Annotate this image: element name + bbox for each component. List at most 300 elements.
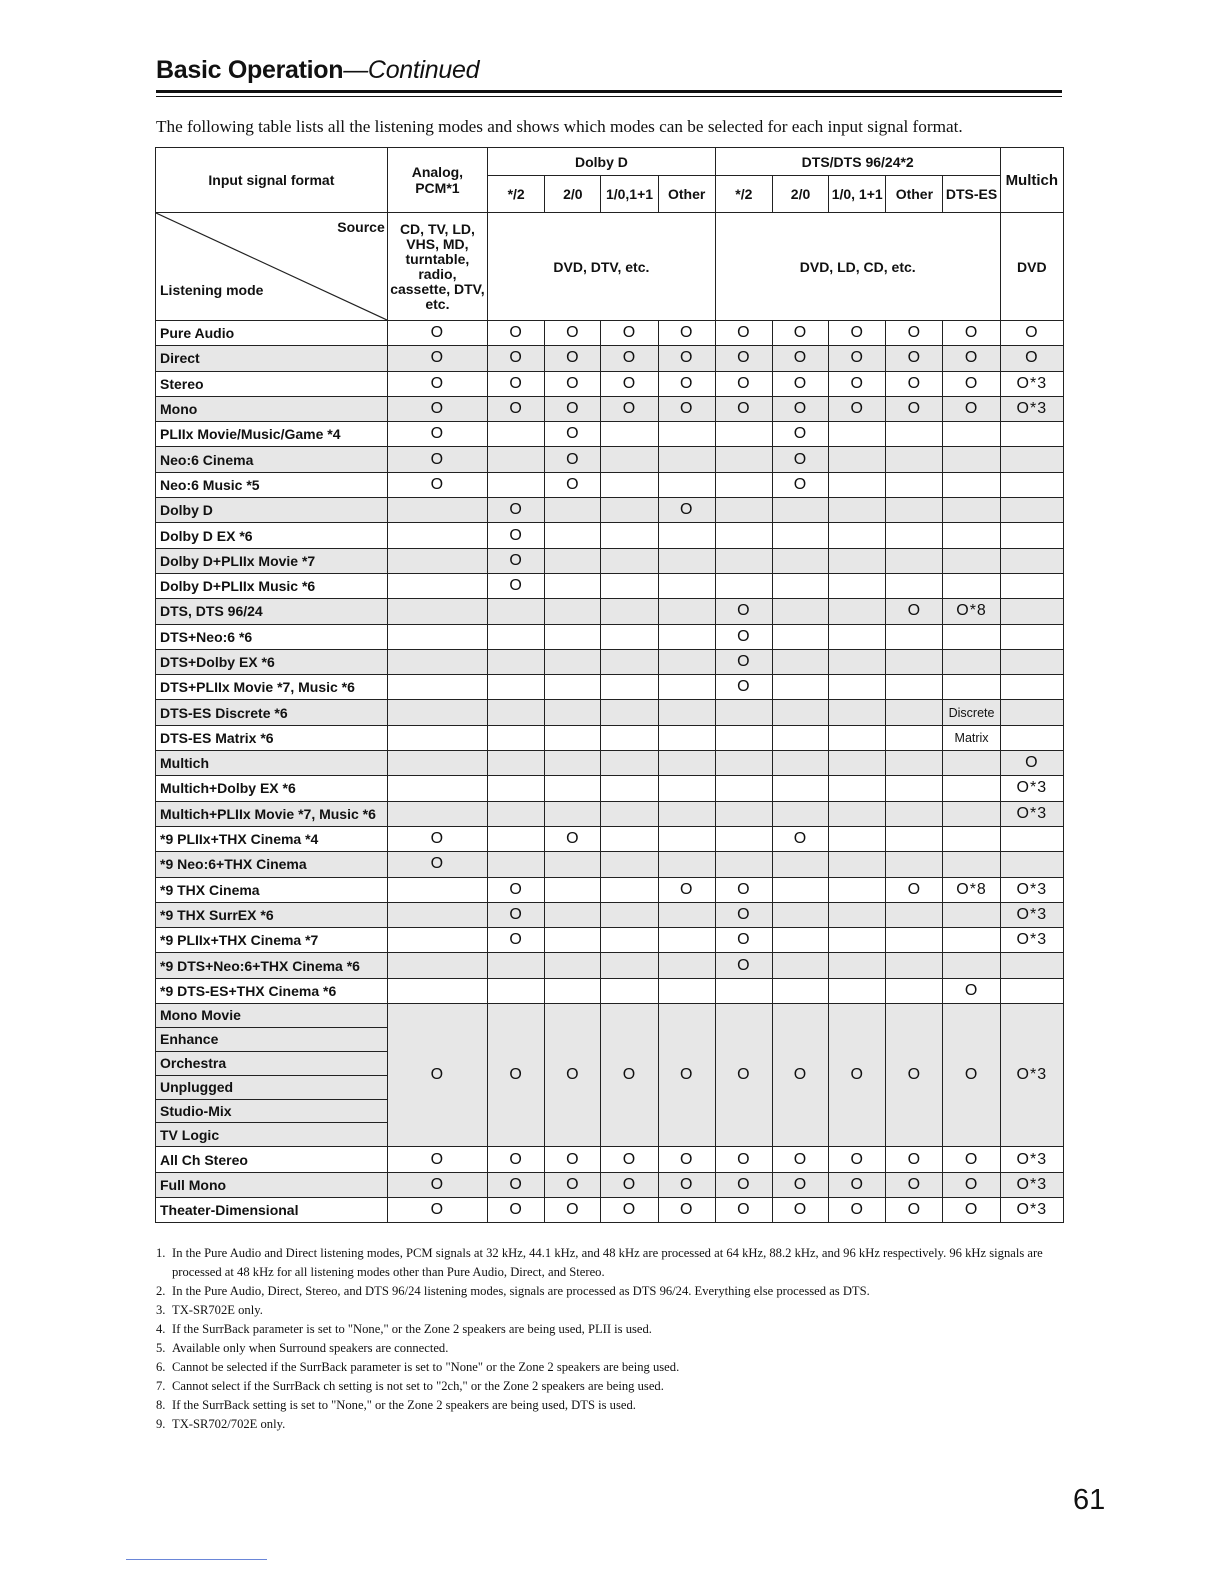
mode-cell bbox=[601, 978, 658, 1003]
mode-cell bbox=[387, 498, 487, 523]
mode-cell: O bbox=[886, 1197, 943, 1222]
mode-cell bbox=[601, 725, 658, 750]
mode-cell: O bbox=[943, 396, 1000, 421]
mode-cell: O bbox=[772, 826, 828, 851]
mode-cell: O bbox=[545, 321, 601, 346]
mode-cell bbox=[601, 498, 658, 523]
mode-cell: O bbox=[488, 346, 545, 371]
mode-cell bbox=[1000, 573, 1063, 598]
mode-cell: O bbox=[1000, 346, 1063, 371]
mode-cell: O bbox=[772, 1147, 828, 1172]
mode-cell bbox=[772, 776, 828, 801]
footnote-number: 2. bbox=[156, 1284, 166, 1298]
mode-cell: O bbox=[715, 346, 772, 371]
mode-cell bbox=[772, 801, 828, 826]
mode-cell: O*3 bbox=[1000, 1004, 1063, 1147]
mode-cell bbox=[715, 852, 772, 877]
mode-label: Pure Audio bbox=[156, 321, 388, 346]
mode-cell bbox=[1000, 978, 1063, 1003]
mode-cell bbox=[829, 548, 886, 573]
footnote bbox=[156, 1339, 1062, 1358]
mode-cell bbox=[829, 877, 886, 902]
dolby-sub-header: 2/0 bbox=[545, 176, 601, 213]
mode-cell bbox=[943, 902, 1000, 927]
mode-cell bbox=[658, 725, 715, 750]
mode-cell bbox=[545, 649, 601, 674]
mode-label: Multich bbox=[156, 751, 388, 776]
mode-cell bbox=[387, 700, 487, 725]
mode-cell: O bbox=[601, 321, 658, 346]
dts-sub-header: 2/0 bbox=[772, 176, 828, 213]
mode-cell: O bbox=[658, 1172, 715, 1197]
source-analog: CD, TV, LD, VHS, MD, turntable, radio, cassette, DTV, etc. bbox=[387, 213, 487, 321]
mode-label: DTS-ES Discrete *6 bbox=[156, 700, 388, 725]
mode-label: All Ch Stereo bbox=[156, 1147, 388, 1172]
mode-cell bbox=[886, 751, 943, 776]
mode-label: Dolby D+PLIIx Movie *7 bbox=[156, 548, 388, 573]
title-rule-thin bbox=[156, 96, 1062, 97]
mode-cell bbox=[886, 624, 943, 649]
mode-cell bbox=[1000, 523, 1063, 548]
mode-cell bbox=[545, 548, 601, 573]
mode-cell: O bbox=[545, 371, 601, 396]
mode-cell: O bbox=[488, 902, 545, 927]
mode-cell bbox=[658, 852, 715, 877]
mode-cell bbox=[658, 675, 715, 700]
mode-label: Multich+Dolby EX *6 bbox=[156, 776, 388, 801]
footnote bbox=[156, 1320, 1062, 1339]
mode-cell bbox=[387, 599, 487, 624]
footnote-text: TX-SR702E only. bbox=[172, 1303, 263, 1317]
mode-row bbox=[156, 422, 1064, 447]
mode-cell: O bbox=[886, 321, 943, 346]
mode-cell bbox=[829, 725, 886, 750]
mode-cell bbox=[387, 675, 487, 700]
mode-cell: O bbox=[715, 902, 772, 927]
mode-cell: O bbox=[943, 1147, 1000, 1172]
mode-cell: O bbox=[886, 1172, 943, 1197]
footnotes bbox=[156, 1244, 1062, 1434]
mode-cell bbox=[715, 573, 772, 598]
mode-cell bbox=[886, 548, 943, 573]
mode-cell bbox=[886, 573, 943, 598]
mode-cell: O bbox=[1000, 751, 1063, 776]
mode-cell: O*3 bbox=[1000, 877, 1063, 902]
mode-row bbox=[156, 1197, 1064, 1222]
mode-cell bbox=[886, 953, 943, 978]
mode-label: Multich+PLIIx Movie *7, Music *6 bbox=[156, 801, 388, 826]
mode-cell bbox=[601, 877, 658, 902]
mode-cell bbox=[488, 675, 545, 700]
mode-cell bbox=[943, 573, 1000, 598]
mode-cell bbox=[601, 801, 658, 826]
mode-cell: O bbox=[715, 675, 772, 700]
mode-cell bbox=[829, 649, 886, 674]
mode-cell bbox=[715, 826, 772, 851]
mode-cell: O bbox=[387, 396, 487, 421]
mode-cell: O bbox=[658, 877, 715, 902]
mode-label: TV Logic bbox=[156, 1123, 388, 1147]
mode-cell bbox=[601, 826, 658, 851]
mode-cell: O*8 bbox=[943, 877, 1000, 902]
mode-row bbox=[156, 548, 1064, 573]
mode-label: Unplugged bbox=[156, 1075, 388, 1099]
mode-cell bbox=[829, 472, 886, 497]
mode-cell bbox=[658, 472, 715, 497]
mode-label: *9 Neo:6+THX Cinema bbox=[156, 852, 388, 877]
mode-row bbox=[156, 877, 1064, 902]
mode-row bbox=[156, 573, 1064, 598]
mode-cell bbox=[886, 776, 943, 801]
mode-row bbox=[156, 928, 1064, 953]
page-title bbox=[156, 56, 479, 85]
source-row bbox=[156, 213, 1064, 321]
mode-cell: O bbox=[545, 472, 601, 497]
mode-cell: O bbox=[772, 447, 828, 472]
mode-cell: O bbox=[488, 548, 545, 573]
mode-cell bbox=[387, 928, 487, 953]
mode-cell: O bbox=[387, 371, 487, 396]
mode-cell: O bbox=[772, 396, 828, 421]
section-title: Basic Operation bbox=[156, 56, 344, 84]
mode-label: Dolby D+PLIIx Music *6 bbox=[156, 573, 388, 598]
mode-cell bbox=[1000, 422, 1063, 447]
mode-cell bbox=[488, 700, 545, 725]
mode-cell bbox=[943, 447, 1000, 472]
mode-cell: O bbox=[772, 1197, 828, 1222]
listening-mode-label: Listening mode bbox=[160, 282, 264, 298]
mode-cell bbox=[601, 928, 658, 953]
mode-label: Full Mono bbox=[156, 1172, 388, 1197]
mode-cell bbox=[601, 447, 658, 472]
footnote bbox=[156, 1415, 1062, 1434]
mode-cell bbox=[829, 776, 886, 801]
mode-row bbox=[156, 346, 1064, 371]
source-multich: DVD bbox=[1000, 213, 1063, 321]
mode-cell bbox=[886, 801, 943, 826]
mode-cell bbox=[829, 902, 886, 927]
mode-cell: O bbox=[829, 346, 886, 371]
mode-cell: O bbox=[488, 1147, 545, 1172]
mode-row bbox=[156, 472, 1064, 497]
mode-cell bbox=[387, 776, 487, 801]
mode-row bbox=[156, 321, 1064, 346]
mode-cell: O bbox=[488, 1004, 545, 1147]
mode-cell bbox=[715, 700, 772, 725]
mode-cell bbox=[488, 852, 545, 877]
mode-cell: O bbox=[387, 1197, 487, 1222]
mode-row bbox=[156, 675, 1064, 700]
mode-row bbox=[156, 801, 1064, 826]
mode-label: Mono Movie bbox=[156, 1004, 388, 1028]
mode-cell bbox=[829, 700, 886, 725]
mode-cell bbox=[545, 751, 601, 776]
mode-cell bbox=[387, 801, 487, 826]
mode-cell bbox=[829, 826, 886, 851]
mode-cell: O bbox=[772, 1172, 828, 1197]
mode-cell: O*3 bbox=[1000, 776, 1063, 801]
mode-cell bbox=[601, 548, 658, 573]
dts-header: DTS/DTS 96/24*2 bbox=[715, 148, 1000, 176]
mode-cell bbox=[886, 978, 943, 1003]
mode-cell: Matrix bbox=[943, 725, 1000, 750]
corner-diagonal bbox=[156, 213, 387, 320]
mode-cell: O bbox=[943, 1004, 1000, 1147]
mode-cell: O bbox=[829, 396, 886, 421]
mode-cell: O bbox=[1000, 321, 1063, 346]
mode-label: DTS+PLIIx Movie *7, Music *6 bbox=[156, 675, 388, 700]
mode-cell: O bbox=[715, 624, 772, 649]
title-rule bbox=[156, 90, 1062, 93]
mode-cell: O bbox=[886, 877, 943, 902]
mode-cell: O bbox=[488, 1172, 545, 1197]
mode-cell bbox=[658, 573, 715, 598]
footer-rule bbox=[126, 1559, 267, 1560]
mode-cell bbox=[772, 978, 828, 1003]
mode-row bbox=[156, 599, 1064, 624]
mode-cell bbox=[772, 675, 828, 700]
mode-cell bbox=[545, 523, 601, 548]
mode-cell: O bbox=[772, 472, 828, 497]
mode-cell: O bbox=[488, 877, 545, 902]
mode-label: Theater-Dimensional bbox=[156, 1197, 388, 1222]
mode-label: *9 THX SurrEX *6 bbox=[156, 902, 388, 927]
mode-label: Neo:6 Music *5 bbox=[156, 472, 388, 497]
mode-cell: O bbox=[658, 396, 715, 421]
mode-cell bbox=[715, 422, 772, 447]
mode-cell bbox=[545, 498, 601, 523]
mode-cell bbox=[772, 852, 828, 877]
mode-cell: O bbox=[943, 371, 1000, 396]
mode-cell: O bbox=[886, 599, 943, 624]
mode-cell: O bbox=[829, 371, 886, 396]
mode-cell: O bbox=[943, 1197, 1000, 1222]
mode-cell: O bbox=[601, 371, 658, 396]
mode-row bbox=[156, 498, 1064, 523]
mode-cell: O bbox=[488, 371, 545, 396]
mode-cell: O bbox=[715, 649, 772, 674]
mode-cell bbox=[772, 751, 828, 776]
mode-cell bbox=[601, 422, 658, 447]
mode-cell bbox=[943, 548, 1000, 573]
mode-cell bbox=[387, 548, 487, 573]
mode-cell bbox=[387, 751, 487, 776]
mode-cell bbox=[1000, 852, 1063, 877]
mode-cell bbox=[1000, 953, 1063, 978]
mode-cell bbox=[658, 599, 715, 624]
mode-cell bbox=[545, 700, 601, 725]
mode-cell bbox=[829, 928, 886, 953]
page-number: 61 bbox=[1073, 1484, 1106, 1516]
mode-row bbox=[156, 978, 1064, 1003]
mode-cell bbox=[829, 675, 886, 700]
mode-cell bbox=[601, 953, 658, 978]
mode-cell: O bbox=[488, 928, 545, 953]
mode-cell bbox=[943, 422, 1000, 447]
header-row-1 bbox=[156, 148, 1064, 176]
mode-cell bbox=[772, 953, 828, 978]
mode-cell bbox=[545, 953, 601, 978]
mode-cell bbox=[772, 498, 828, 523]
mode-cell: O bbox=[387, 826, 487, 851]
mode-cell: O bbox=[387, 1004, 487, 1147]
mode-row bbox=[156, 396, 1064, 421]
multich-header: Multich bbox=[1000, 148, 1063, 213]
footnote-text: TX-SR702/702E only. bbox=[172, 1417, 286, 1431]
mode-cell bbox=[658, 826, 715, 851]
footnote-number: 1. bbox=[156, 1246, 166, 1260]
mode-cell bbox=[1000, 725, 1063, 750]
mode-cell bbox=[488, 624, 545, 649]
mode-cell bbox=[886, 675, 943, 700]
mode-cell: O bbox=[943, 1172, 1000, 1197]
mode-cell: O bbox=[715, 953, 772, 978]
mode-cell bbox=[829, 852, 886, 877]
mode-row bbox=[156, 776, 1064, 801]
dolby-sub-header: Other bbox=[658, 176, 715, 213]
mode-cell: O bbox=[886, 1147, 943, 1172]
mode-cell bbox=[1000, 624, 1063, 649]
mode-cell bbox=[387, 978, 487, 1003]
mode-cell: O bbox=[387, 447, 487, 472]
mode-cell bbox=[1000, 826, 1063, 851]
footnote bbox=[156, 1301, 1062, 1320]
input-signal-format-header: Input signal format bbox=[156, 148, 388, 213]
footnote-text: If the SurrBack setting is set to "None," or the Zone 2 speakers are being used, DTS is used. bbox=[172, 1398, 636, 1412]
mode-label: Mono bbox=[156, 396, 388, 421]
mode-cell bbox=[772, 928, 828, 953]
listening-mode-table bbox=[155, 147, 1064, 1223]
mode-cell: O*8 bbox=[943, 599, 1000, 624]
mode-cell bbox=[658, 422, 715, 447]
mode-cell: O bbox=[658, 1147, 715, 1172]
mode-cell bbox=[886, 826, 943, 851]
mode-label: PLIIx Movie/Music/Game *4 bbox=[156, 422, 388, 447]
mode-cell: O bbox=[545, 396, 601, 421]
mode-cell: O bbox=[715, 321, 772, 346]
mode-cell: O bbox=[715, 877, 772, 902]
mode-cell bbox=[886, 700, 943, 725]
mode-row bbox=[156, 649, 1064, 674]
mode-cell: O bbox=[829, 1172, 886, 1197]
mode-cell bbox=[715, 776, 772, 801]
mode-cell bbox=[488, 826, 545, 851]
mode-cell: O bbox=[715, 1004, 772, 1147]
mode-row bbox=[156, 1147, 1064, 1172]
mode-cell bbox=[943, 928, 1000, 953]
mode-cell bbox=[488, 472, 545, 497]
mode-cell bbox=[943, 953, 1000, 978]
mode-cell bbox=[488, 447, 545, 472]
mode-cell: O bbox=[545, 422, 601, 447]
mode-cell bbox=[886, 725, 943, 750]
mode-cell: O bbox=[488, 498, 545, 523]
mode-cell: O bbox=[658, 321, 715, 346]
mode-row bbox=[156, 624, 1064, 649]
mode-cell: O*3 bbox=[1000, 371, 1063, 396]
mode-cell: O bbox=[943, 321, 1000, 346]
mode-cell bbox=[601, 523, 658, 548]
mode-cell bbox=[1000, 472, 1063, 497]
mode-cell bbox=[886, 928, 943, 953]
mode-label: DTS+Neo:6 *6 bbox=[156, 624, 388, 649]
mode-cell bbox=[829, 599, 886, 624]
mode-row bbox=[156, 751, 1064, 776]
mode-cell bbox=[601, 649, 658, 674]
mode-cell: O bbox=[658, 1197, 715, 1222]
footnote bbox=[156, 1358, 1062, 1377]
mode-cell: O bbox=[488, 573, 545, 598]
mode-cell bbox=[715, 978, 772, 1003]
footnote-number: 3. bbox=[156, 1303, 166, 1317]
mode-cell bbox=[772, 573, 828, 598]
mode-label: Direct bbox=[156, 346, 388, 371]
mode-cell bbox=[488, 801, 545, 826]
mode-cell bbox=[943, 498, 1000, 523]
mode-label: *9 PLIIx+THX Cinema *4 bbox=[156, 826, 388, 851]
mode-cell bbox=[658, 548, 715, 573]
mode-label: *9 DTS-ES+THX Cinema *6 bbox=[156, 978, 388, 1003]
mode-cell: O*3 bbox=[1000, 1147, 1063, 1172]
mode-row bbox=[156, 700, 1064, 725]
section-suffix: —Continued bbox=[343, 56, 480, 84]
mode-cell: O bbox=[488, 321, 545, 346]
mode-label: *9 DTS+Neo:6+THX Cinema *6 bbox=[156, 953, 388, 978]
mode-cell bbox=[545, 573, 601, 598]
analog-pcm-header: Analog, PCM*1 bbox=[387, 148, 487, 213]
mode-cell bbox=[601, 599, 658, 624]
mode-cell bbox=[488, 776, 545, 801]
footnote-text: If the SurrBack parameter is set to "None," or the Zone 2 speakers are being used, PLII is used. bbox=[172, 1322, 652, 1336]
mode-cell bbox=[943, 776, 1000, 801]
mode-cell: O bbox=[829, 321, 886, 346]
mode-cell bbox=[886, 472, 943, 497]
mode-cell: O bbox=[772, 1004, 828, 1147]
mode-cell bbox=[772, 902, 828, 927]
mode-cell bbox=[943, 751, 1000, 776]
mode-cell bbox=[658, 801, 715, 826]
mode-cell bbox=[658, 649, 715, 674]
mode-cell bbox=[387, 624, 487, 649]
mode-cell: O bbox=[658, 346, 715, 371]
mode-cell: O bbox=[601, 1004, 658, 1147]
footnote-number: 4. bbox=[156, 1322, 166, 1336]
mode-cell bbox=[829, 573, 886, 598]
mode-cell: O bbox=[658, 371, 715, 396]
mode-cell bbox=[943, 801, 1000, 826]
mode-cell bbox=[829, 751, 886, 776]
mode-cell bbox=[658, 953, 715, 978]
mode-cell bbox=[545, 599, 601, 624]
mode-cell bbox=[943, 675, 1000, 700]
mode-cell: O bbox=[772, 346, 828, 371]
mode-row bbox=[156, 1172, 1064, 1197]
mode-cell bbox=[829, 498, 886, 523]
mode-cell: O*3 bbox=[1000, 902, 1063, 927]
footnote-number: 5. bbox=[156, 1341, 166, 1355]
mode-cell: O bbox=[545, 447, 601, 472]
source-corner-cell bbox=[156, 213, 388, 321]
footnote-number: 6. bbox=[156, 1360, 166, 1374]
mode-cell bbox=[387, 953, 487, 978]
mode-cell: O bbox=[715, 396, 772, 421]
mode-cell: O bbox=[715, 1147, 772, 1172]
mode-cell bbox=[488, 978, 545, 1003]
mode-label: DTS-ES Matrix *6 bbox=[156, 725, 388, 750]
mode-cell bbox=[943, 624, 1000, 649]
mode-cell bbox=[829, 447, 886, 472]
mode-label: Orchestra bbox=[156, 1051, 388, 1075]
